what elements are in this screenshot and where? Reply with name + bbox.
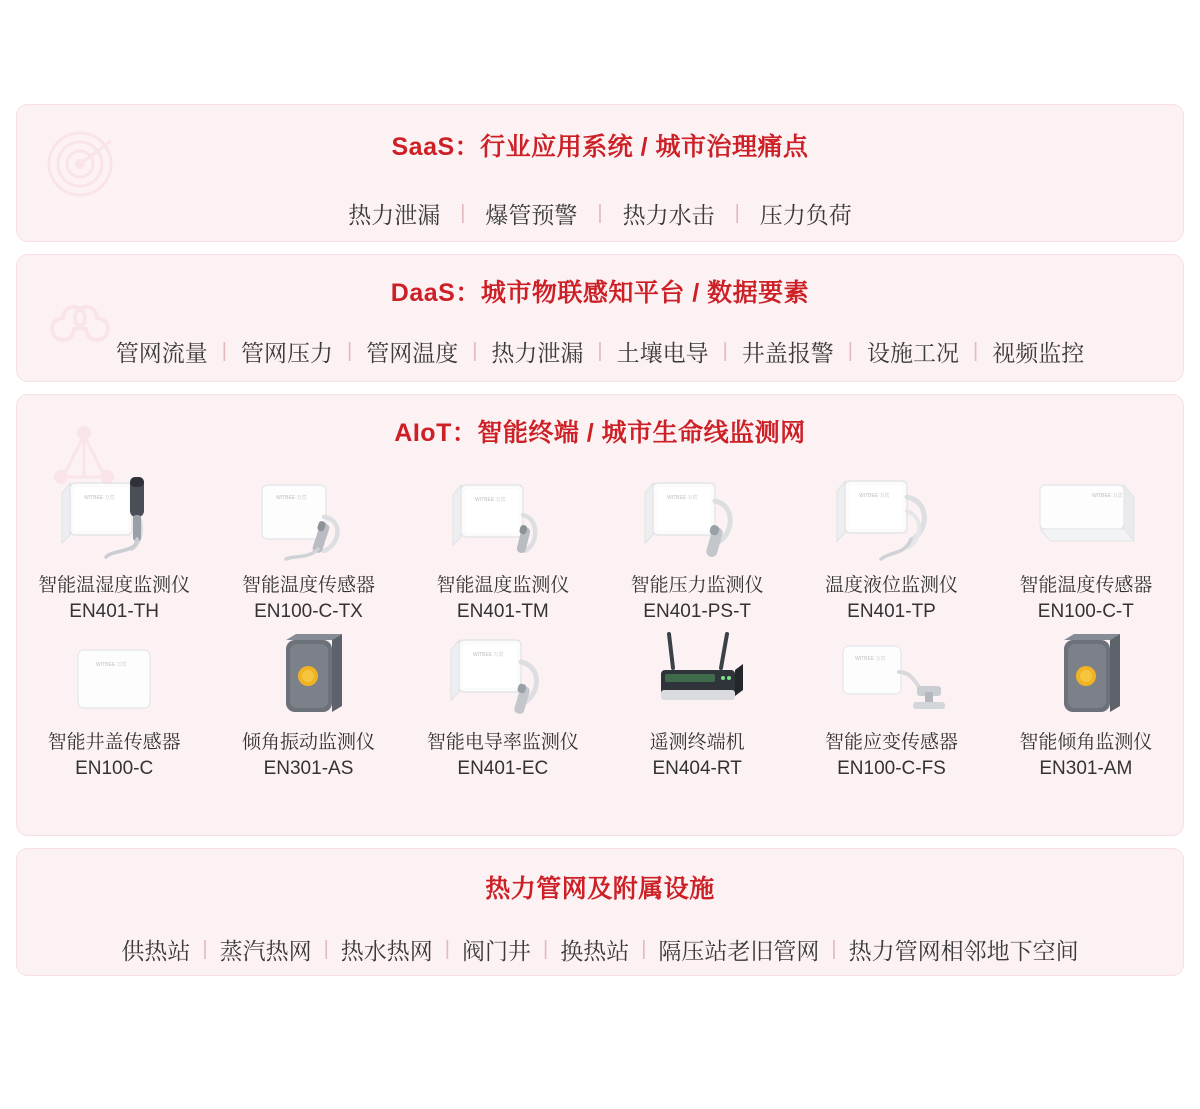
- infrastructure-item: 热水热网: [340, 938, 433, 964]
- saas-card: [16, 104, 1184, 242]
- separator: |: [641, 938, 647, 960]
- infrastructure-item: 热力管网相邻地下空间: [848, 938, 1079, 964]
- daas-item: 热力泄漏: [491, 340, 584, 366]
- product-model: EN404-RT: [652, 757, 742, 779]
- saas-title-en: SaaS：: [391, 133, 481, 161]
- daas-item: 设施工况: [867, 340, 959, 366]
- device-image-panel-bracket: [816, 628, 966, 724]
- daas-title: [17, 273, 1183, 309]
- svg-text:WITBEE 万宾: WITBEE 万宾: [84, 495, 115, 501]
- product-card[interactable]: [406, 471, 600, 624]
- product-name: 智能倾角监测仪: [1019, 732, 1153, 754]
- product-card[interactable]: [211, 471, 405, 624]
- product-card[interactable]: [600, 628, 794, 781]
- product-card[interactable]: [17, 471, 211, 624]
- product-name: 智能电导率监测仪: [426, 732, 579, 754]
- daas-item: 土壤电导: [616, 340, 709, 366]
- product-name: 倾角振动监测仪: [241, 732, 375, 754]
- daas-card: [16, 254, 1184, 382]
- product-model: EN401-EC: [457, 757, 549, 779]
- product-card[interactable]: [406, 628, 600, 781]
- daas-item: 视频监控: [992, 340, 1085, 366]
- product-name: 温度液位监测仪: [824, 575, 958, 596]
- product-model: EN100-C-T: [1037, 600, 1134, 622]
- device-image-thick-panel: [1011, 471, 1161, 567]
- svg-text:WITBEE 万宾: WITBEE 万宾: [96, 662, 127, 669]
- separator: |: [472, 340, 478, 362]
- product-model: EN100-C: [75, 757, 154, 779]
- separator: |: [734, 202, 740, 224]
- aiot-title: [17, 413, 1183, 449]
- aiot-title-cn: 智能终端 / 城市生命线监测网: [477, 419, 806, 447]
- separator: |: [444, 938, 450, 960]
- saas-title: [17, 127, 1183, 163]
- svg-text:WITBEE 万宾: WITBEE 万宾: [855, 656, 887, 663]
- product-name: 智能井盖传感器: [47, 732, 181, 754]
- svg-text:WITBEE 万宾: WITBEE 万宾: [667, 495, 698, 501]
- separator: |: [323, 938, 329, 960]
- product-model: EN301-AS: [263, 757, 354, 779]
- product-card[interactable]: [989, 471, 1183, 624]
- saas-item: 热力水击: [622, 202, 715, 228]
- separator: |: [722, 340, 728, 362]
- product-model: EN100-C-TX: [254, 600, 363, 622]
- saas-title-cn: 行业应用系统 / 城市治理痛点: [480, 133, 809, 161]
- product-model: EN100-C-FS: [837, 757, 946, 779]
- separator: |: [831, 938, 837, 960]
- daas-title-cn: 城市物联感知平台 / 数据要素: [480, 279, 810, 307]
- separator: |: [460, 202, 466, 224]
- saas-item: 压力负荷: [759, 202, 852, 228]
- product-model: EN401-TP: [847, 600, 936, 622]
- device-image-box-cable3: [428, 628, 578, 724]
- separator: |: [221, 340, 227, 362]
- infrastructure-items: [17, 933, 1183, 966]
- product-card[interactable]: [600, 471, 794, 624]
- aiot-product-grid: [17, 471, 1183, 782]
- saas-item: 爆管预警: [485, 202, 578, 228]
- product-card[interactable]: [17, 628, 211, 781]
- infrastructure-item: 隔压站老旧管网: [658, 938, 820, 964]
- infrastructure-item: 供热站: [121, 938, 191, 964]
- device-image-grey-dot-box: [233, 628, 383, 724]
- product-card[interactable]: [989, 628, 1183, 781]
- device-image-box-probe: [39, 471, 189, 567]
- separator: |: [202, 938, 208, 960]
- daas-items: [17, 335, 1183, 368]
- svg-text:WITBEE 万宾: WITBEE 万宾: [859, 493, 891, 499]
- daas-item: 管网压力: [240, 340, 333, 366]
- daas-item: 井盖报警: [741, 340, 834, 366]
- aiot-card: [16, 394, 1184, 836]
- svg-text:WITBEE 万宾: WITBEE 万宾: [474, 497, 506, 503]
- device-image-panel-cable: [233, 471, 383, 567]
- product-name: 遥测终端机: [649, 732, 745, 754]
- infrastructure-item: 换热站: [560, 938, 630, 964]
- separator: |: [346, 340, 353, 362]
- device-image-grey-dot-box2: [1011, 628, 1161, 724]
- product-name: 智能压力监测仪: [630, 575, 764, 596]
- product-card[interactable]: [794, 471, 988, 624]
- separator: |: [973, 340, 979, 362]
- infrastructure-item: 阀门井: [462, 938, 531, 964]
- product-card[interactable]: [794, 628, 988, 781]
- infrastructure-card: [16, 848, 1184, 976]
- device-image-box-double-cable: [816, 471, 966, 567]
- infrastructure-item: 蒸汽热网: [219, 938, 312, 964]
- separator: |: [597, 340, 603, 362]
- daas-item: 管网流量: [115, 340, 208, 366]
- product-name: 智能温度传感器: [1019, 575, 1153, 596]
- product-name: 智能温度传感器: [241, 575, 375, 596]
- product-model: EN401-TM: [456, 600, 549, 622]
- infrastructure-title: 热力管网及附属设施: [485, 875, 715, 903]
- product-card[interactable]: [211, 628, 405, 781]
- product-model: EN301-AM: [1039, 757, 1133, 779]
- separator: |: [543, 938, 549, 960]
- svg-text:WITBEE 万宾: WITBEE 万宾: [472, 652, 504, 659]
- daas-item: 管网温度: [366, 340, 459, 366]
- separator: |: [847, 340, 853, 362]
- product-name: 智能温湿度监测仪: [38, 575, 191, 596]
- saas-item: 热力泄漏: [348, 202, 441, 228]
- aiot-title-en: AIoT：: [394, 419, 478, 447]
- product-model: EN401-TH: [69, 600, 160, 622]
- svg-text:WITBEE 万宾: WITBEE 万宾: [276, 495, 308, 501]
- svg-text:WITBEE 万宾: WITBEE 万宾: [1091, 493, 1123, 499]
- product-model: EN401-PS-T: [643, 600, 751, 622]
- product-name: 智能温度监测仪: [436, 575, 570, 596]
- device-image-router-antenna: [622, 628, 772, 724]
- product-name: 智能应变传感器: [824, 732, 958, 754]
- device-image-box-cable2: [622, 471, 772, 567]
- device-image-flat-panel: [39, 628, 189, 724]
- separator: |: [597, 202, 603, 224]
- daas-title-en: DaaS：: [390, 279, 481, 307]
- device-image-box-cable: [428, 471, 578, 567]
- saas-items: [17, 197, 1183, 230]
